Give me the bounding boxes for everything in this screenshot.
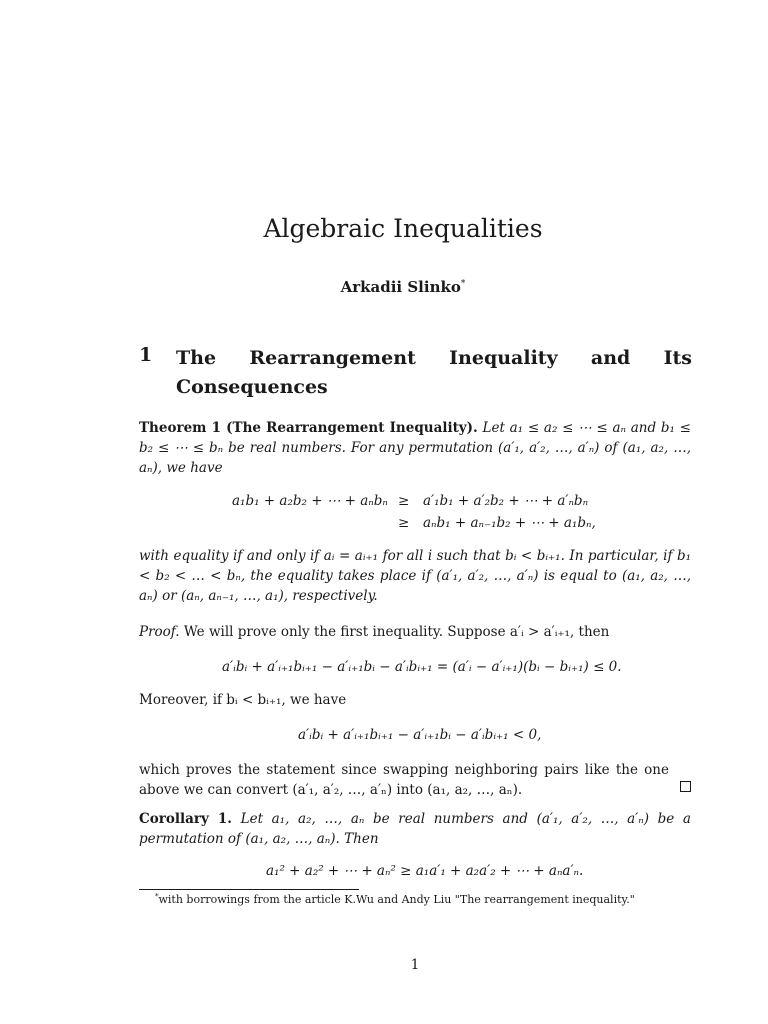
theorem-eq-line1-rel: ≥ [398, 493, 410, 509]
section-number: 1 [139, 344, 153, 366]
author-footnote-marker: * [460, 279, 466, 289]
proof-text-2: Moreover, if bᵢ < bᵢ₊₁, we have [139, 692, 347, 708]
proof-label: Proof. [139, 624, 180, 640]
proof-paragraph [139, 622, 691, 642]
author-line [0, 278, 768, 296]
theorem-eq-line1-lhs: a₁b₁ + a₂b₂ + ⋯ + aₙbₙ [232, 493, 388, 509]
qed-square-icon [680, 781, 691, 792]
author-name: Arkadii Slinko [340, 278, 461, 296]
corollary-label: Corollary 1. [139, 811, 232, 827]
theorem-eq-line2-rel: ≥ [398, 515, 410, 531]
document-title: Algebraic Inequalities [263, 214, 543, 243]
footnote [155, 893, 635, 906]
theorem-label: Theorem 1 (The Rearrangement Inequality). [139, 420, 478, 436]
proof-equation-1: a′ᵢbᵢ + a′ᵢ₊₁bᵢ₊₁ − a′ᵢ₊₁bᵢ − a′ᵢbᵢ₊₁ = (a′ᵢ − a′ᵢ₊₁)(bᵢ − bᵢ₊₁) ≤ 0. [222, 659, 622, 675]
proof-equation-2: a′ᵢbᵢ + a′ᵢ₊₁bᵢ₊₁ − a′ᵢ₊₁bᵢ − a′ᵢbᵢ₊₁ < 0, [298, 727, 542, 743]
footnote-marker: * [155, 892, 159, 901]
theorem-statement [139, 418, 691, 478]
theorem-eq-line1-rhs: a′₁b₁ + a′₂b₂ + ⋯ + a′ₙbₙ [423, 493, 589, 509]
footnote-rule [139, 889, 359, 890]
corollary-equation: a₁² + a₂² + ⋯ + aₙ² ≥ a₁a′₁ + a₂a′₂ + ⋯ + aₙa′ₙ. [266, 863, 584, 879]
theorem-intro: Let a₁ ≤ a₂ ≤ ⋯ ≤ aₙ and b₁ ≤ b₂ ≤ ⋯ ≤ bₙ be real numbers. For any permutation (a′₁, a′₂, …, a′ₙ) of (a₁, a₂, …, aₙ), we have [139, 420, 691, 476]
section-title: The Rearrangement Inequality and Its Consequences [176, 347, 692, 398]
corollary-statement [139, 809, 691, 849]
footnote-text: with borrowings from the article K.Wu and Andy Liu "The rearrangement inequality." [158, 893, 635, 906]
proof-text-1: We will prove only the first inequality. Suppose a′ᵢ > a′ᵢ₊₁, then [183, 624, 610, 640]
corollary-text: Let a₁, a₂, …, aₙ be real numbers and (a′₁, a′₂, …, a′ₙ) be a permutation of (a₁, a₂, …, aₙ). Then [139, 811, 691, 847]
proof-text-3: which proves the statement since swapping neighboring pairs like the one above we can convert (a′₁, a′₂, …, a′ₙ) into (a₁, a₂, …, aₙ). [139, 762, 669, 798]
theorem-eq-line2-rhs: aₙb₁ + aₙ₋₁b₂ + ⋯ + a₁bₙ, [423, 515, 596, 531]
page-number: 1 [410, 957, 420, 973]
theorem-equality-condition: with equality if and only if aᵢ = aᵢ₊₁ for all i such that bᵢ < bᵢ₊₁. In particular, if b₁ < b₂ < … < bₙ, the equality takes place if (a′₁, a′₂, …, a′ₙ) is equal to (a₁, a₂, …, aₙ) or (aₙ, aₙ₋₁, …, a₁), respectively. [139, 548, 691, 604]
